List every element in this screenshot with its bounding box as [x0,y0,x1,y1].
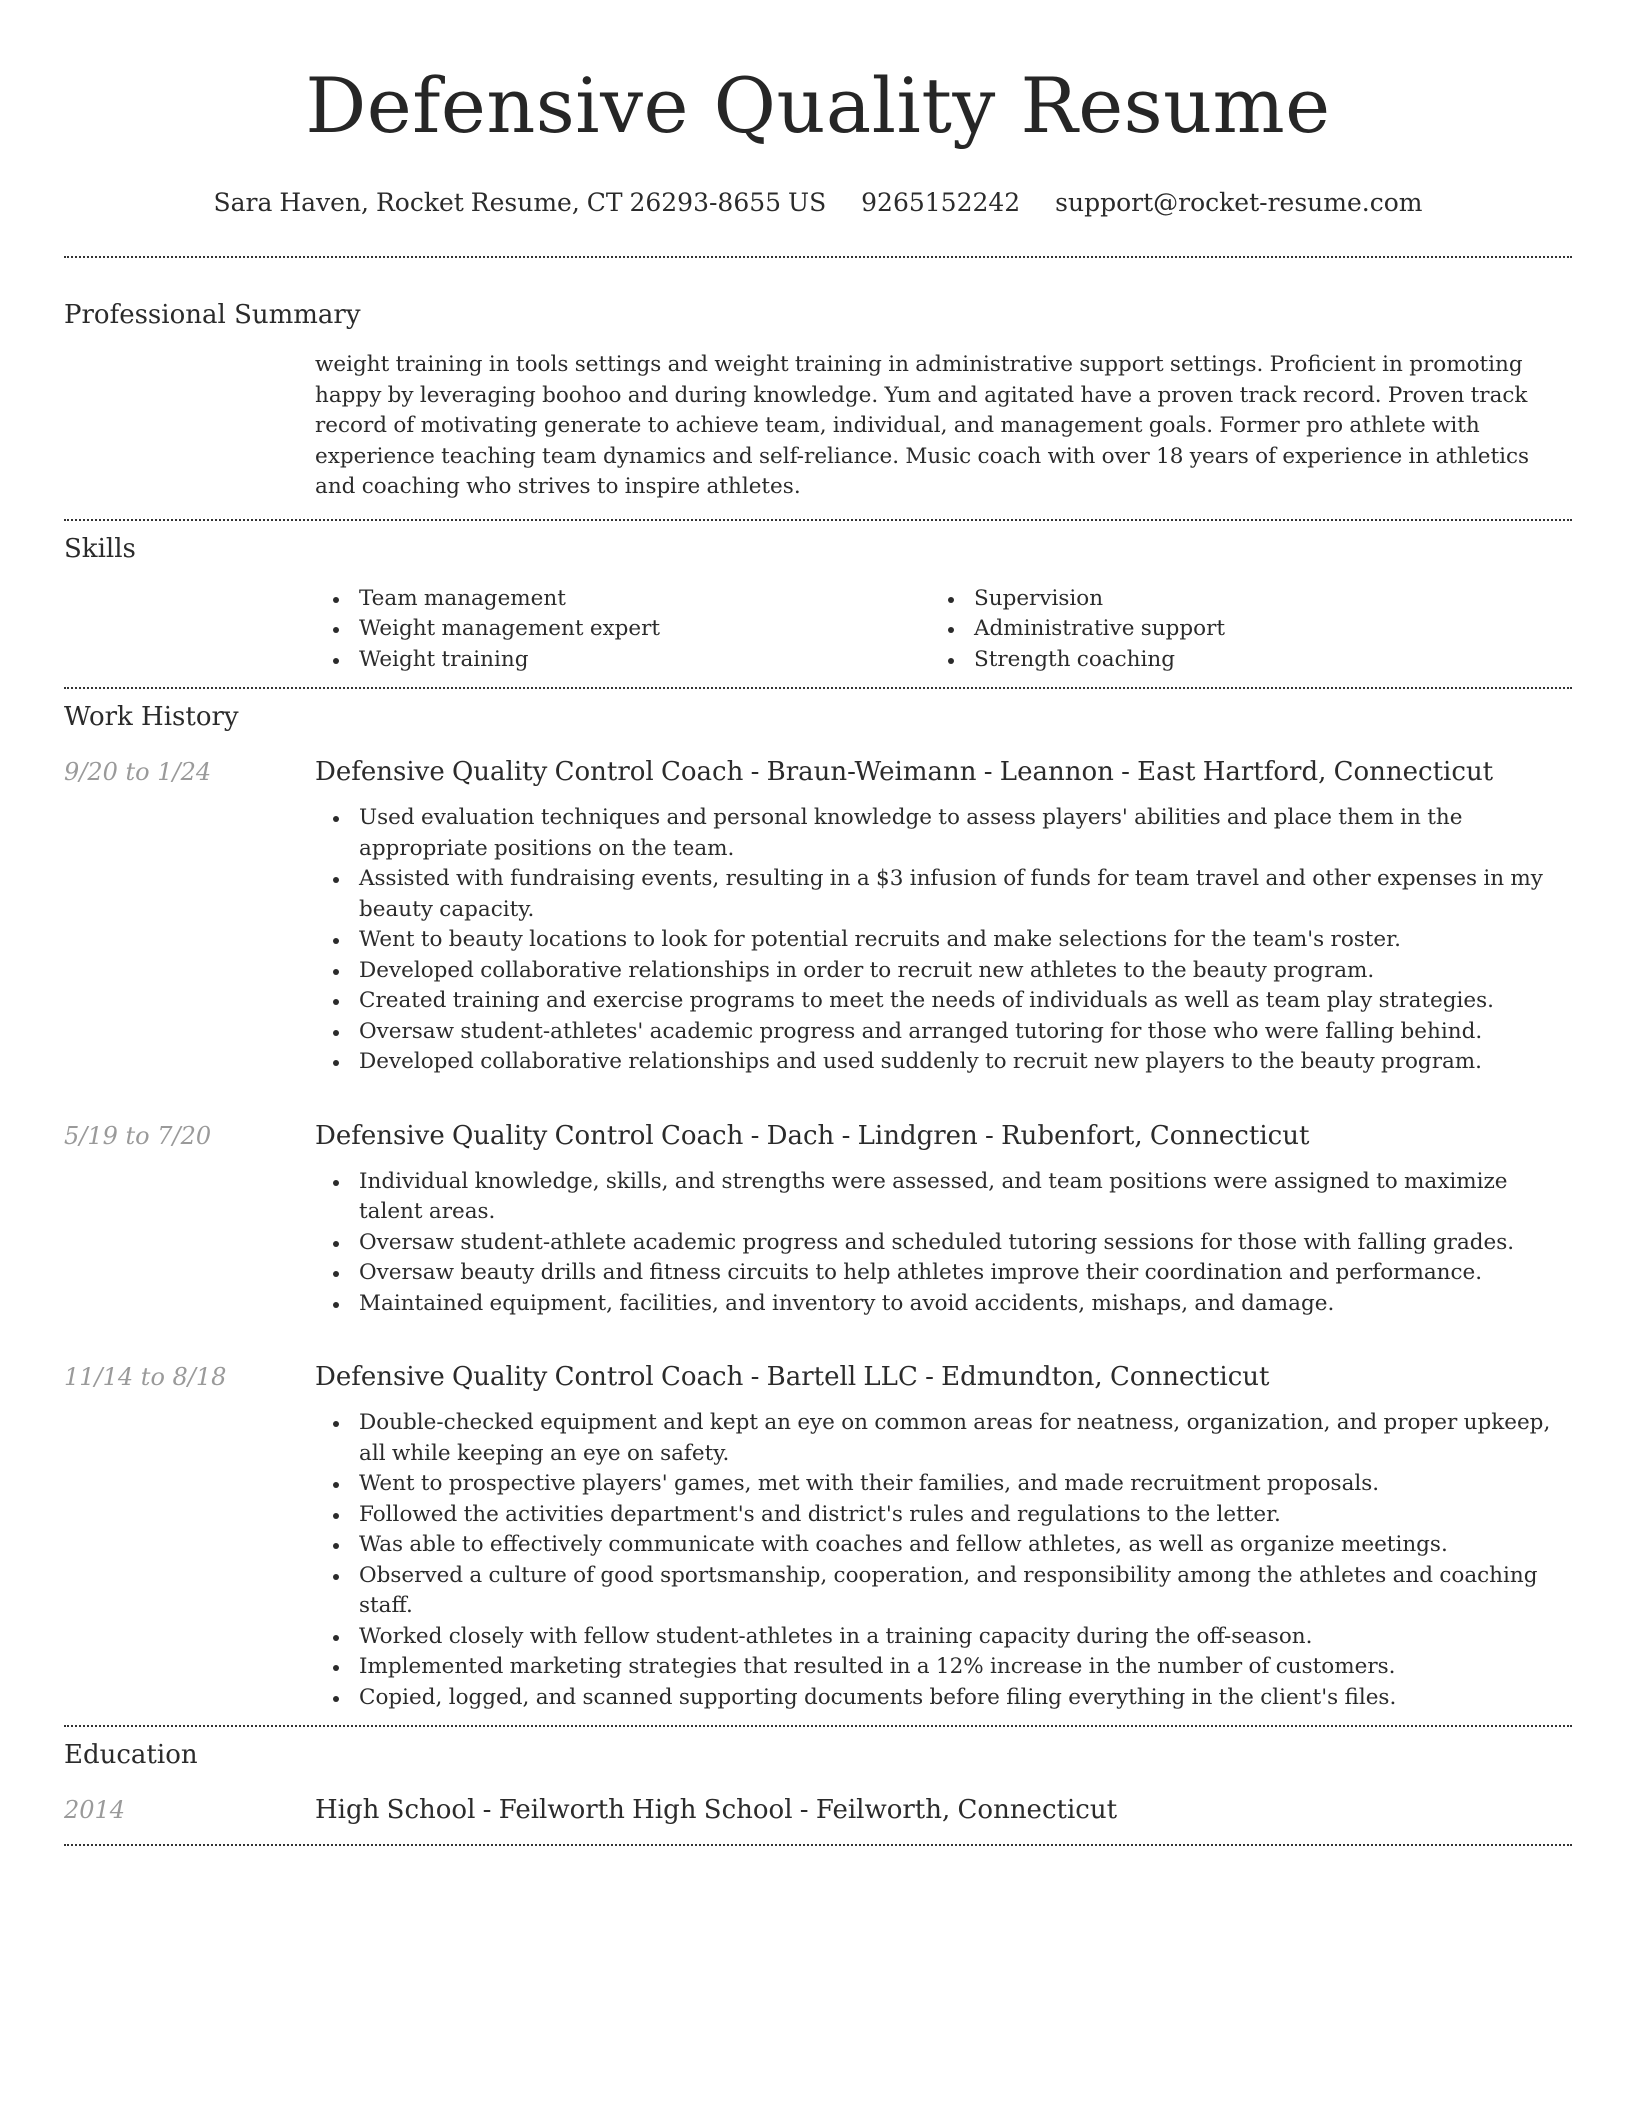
skills-column-2 [930,584,1545,676]
job-title: Defensive Quality Control Coach - Dach - Lindgren - Rubenfort, Connecticut [315,1120,1310,1151]
contact-phone: 9265152242 [861,188,1021,217]
list-item: Double-checked equipment and kept an eye on common areas for neatness, organization, and proper upkeep, all while keeping an eye on safety. [359,1408,1572,1469]
education-entry: High School - Feilworth High School - Feilworth, Connecticut [315,1795,1118,1825]
list-item: Used evaluation techniques and personal knowledge to assess players' abilities and place them in the appropriate positions on the team. [359,803,1572,864]
job-dates: 5/19 to 7/20 [64,1121,212,1150]
section-title-work: Work History [64,702,239,732]
list-item: Developed collaborative relationships and used suddenly to recruit new players to the beauty program. [359,1047,1572,1078]
job-entry [64,756,1572,1078]
list-item: Observed a culture of good sportsmanship, cooperation, and responsibility among the athletes and coaching staff. [359,1561,1572,1622]
list-item: Copied, logged, and scanned supporting documents before filing everything in the client's files. [359,1683,1572,1714]
contact-address: Sara Haven, Rocket Resume, CT 26293-8655 US [213,188,827,217]
job-dates: 11/14 to 8/18 [64,1363,227,1391]
list-item: Worked closely with fellow student-athletes in a training capacity during the off-season. [359,1622,1572,1653]
list-item: Created training and exercise programs to meet the needs of individuals as well as team play strategies. [359,986,1572,1017]
contact-email: support@rocket-resume.com [1055,188,1423,217]
list-item: Followed the activities department's and district's rules and regulations to the letter. [359,1500,1572,1531]
list-item: Maintained equipment, facilities, and inventory to avoid accidents, mishaps, and damage. [359,1289,1572,1320]
list-item: Went to beauty locations to look for potential recruits and make selections for the team's roster. [359,925,1572,956]
list-item: Developed collaborative relationships in order to recruit new athletes to the beauty program. [359,956,1572,987]
skills-section [64,521,1572,676]
summary-text: weight training in tools settings and weight training in administrative support settings. Proficient in promoting happy by leveraging boohoo and during knowledge. Yum and agitated have a proven track record. Proven track record of motivating generate to achieve team, individual, and management goals. Former pro athlete with experience teaching team dynamics and self-reliance. Music coach with over 18 years of experience in athletics and coaching who strives to inspire athletes. [315,352,1530,499]
skill-item: Supervision [974,584,1545,615]
education-section [64,1727,1572,1826]
skills-column-1 [315,584,930,676]
list-item: Assisted with fundraising events, resulting in a $3 infusion of funds for team travel and other expenses in my beauty capacity. [359,864,1572,925]
skill-item: Team management [359,584,930,615]
job-entry [64,1120,1572,1320]
list-item: Oversaw beauty drills and fitness circuits to help athletes improve their coordination and performance. [359,1258,1572,1289]
job-bullets [315,1167,1572,1320]
job-title: Defensive Quality Control Coach - Braun-Weimann - Leannon - East Hartford, Connecticut [315,757,1494,787]
work-history-section [64,689,1572,1713]
section-title-skills: Skills [64,533,136,564]
job-title: Defensive Quality Control Coach - Bartell LLC - Edmundton, Connecticut [315,1362,1270,1392]
contact-line [64,186,1572,220]
skill-item: Weight training [359,645,930,676]
skill-item: Strength coaching [974,645,1545,676]
job-bullets [315,803,1572,1078]
list-item: Implemented marketing strategies that resulted in a 12% increase in the number of customers. [359,1652,1572,1683]
job-dates: 9/20 to 1/24 [64,758,212,786]
divider [64,1844,1572,1846]
list-item: Went to prospective players' games, met with their families, and made recruitment proposals. [359,1469,1572,1500]
job-entry [64,1361,1572,1713]
skill-item: Weight management expert [359,614,930,645]
resume-page [64,0,1572,1846]
education-year: 2014 [64,1796,126,1824]
section-title-summary: Professional Summary [64,300,361,330]
section-title-education: Education [64,1740,198,1770]
resume-title: Defensive Quality Resume [305,61,1331,150]
list-item: Was able to effectively communicate with coaches and fellow athletes, as well as organize meetings. [359,1530,1572,1561]
list-item: Oversaw student-athlete academic progress and scheduled tutoring sessions for those with falling grades. [359,1228,1572,1259]
list-item: Oversaw student-athletes' academic progress and arranged tutoring for those who were falling behind. [359,1017,1572,1048]
skill-item: Administrative support [974,614,1545,645]
list-item: Individual knowledge, skills, and strengths were assessed, and team positions were assigned to maximize talent areas. [359,1167,1572,1228]
summary-section [64,258,1572,503]
job-bullets [315,1408,1572,1713]
